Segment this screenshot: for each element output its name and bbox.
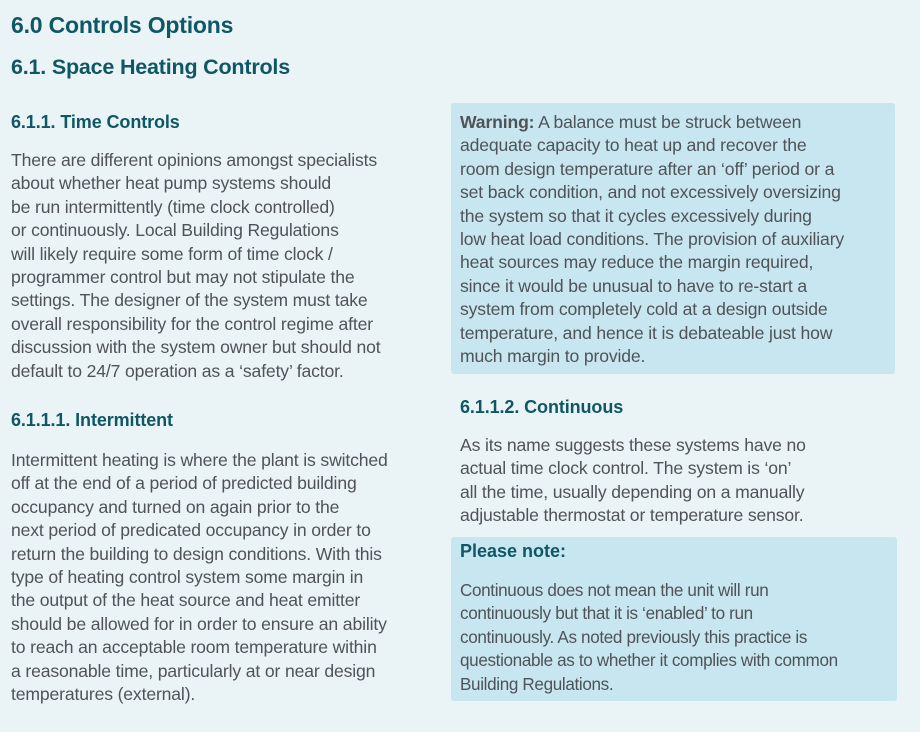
text-line: actual time clock control. The system is ‘on’ <box>460 458 792 479</box>
text-line: will likely require some form of time clock / <box>11 243 333 264</box>
text-line: the output of the heat source and heat emitter <box>11 590 361 611</box>
text-line: be run intermittently (time clock controlled) <box>11 196 335 217</box>
note-heading: Please note: <box>460 541 567 561</box>
text-line: next period of predicated occupancy in order to <box>11 520 371 541</box>
text-line: Continuous does not mean the unit will run <box>460 581 769 600</box>
text-line: A balance must be struck between <box>534 112 802 132</box>
text-line: questionable as to whether it complies with common <box>460 651 838 671</box>
text-line: adjustable thermostat or temperature sensor. <box>460 505 804 526</box>
note-paragraph <box>460 579 896 696</box>
text-line: should be allowed for in order to ensure an ability <box>11 613 387 634</box>
text-line: room design temperature after an ‘off’ period or a <box>460 158 835 179</box>
intermittent-heading: 6.1.1.1. Intermittent <box>11 410 173 430</box>
text-line: As its name suggests these systems have no <box>460 435 806 455</box>
text-line: about whether heat pump systems should <box>11 173 331 194</box>
text-line: There are different opinions amongst specialists <box>11 150 378 170</box>
text-line: continuously. As noted previously this practice is <box>460 627 808 647</box>
continuous-heading: 6.1.1.2. Continuous <box>460 397 624 417</box>
text-line: all the time, usually depending on a manually <box>460 481 805 502</box>
text-line: adequate capacity to heat up and recover the <box>460 135 807 156</box>
text-line: a reasonable time, particularly at or near design <box>11 660 376 681</box>
text-line: return the building to design conditions. With this <box>11 543 382 564</box>
text-line: low heat load conditions. The provision of auxiliary <box>460 229 845 250</box>
text-line: Intermittent heating is where the plant is switched <box>11 450 388 470</box>
text-line: programmer control but may not stipulate the <box>11 267 355 288</box>
text-line: or continuously. Local Building Regulations <box>11 220 339 241</box>
time-controls-paragraph <box>11 149 439 383</box>
text-line: settings. The designer of the system must take <box>11 290 368 311</box>
text-line: the system so that it cycles excessively during <box>460 205 812 226</box>
text-line: default to 24/7 operation as a ‘safety’ factor. <box>11 360 344 381</box>
text-line: heat sources may reduce the margin required, <box>460 252 814 273</box>
text-line: continuously but that it is ‘enabled’ to run <box>460 604 753 624</box>
time-controls-heading: 6.1.1. Time Controls <box>11 112 180 132</box>
section-heading: 6.0 Controls Options <box>11 12 234 38</box>
subsection-heading: 6.1. Space Heating Controls <box>11 55 290 79</box>
text-line: system from completely cold at a design outside <box>460 299 828 320</box>
text-line: off at the end of a period of predicted building <box>11 473 357 494</box>
text-line: overall responsibility for the control regime after <box>11 313 373 334</box>
intermittent-paragraph <box>11 449 439 706</box>
text-line: type of heating control system some margin in <box>11 567 364 588</box>
text-line: discussion with the system owner but should not <box>11 337 381 358</box>
text-line: much margin to provide. <box>460 346 646 367</box>
text-line: to reach an acceptable room temperature within <box>11 637 377 658</box>
text-line: occupancy and turned on again prior to the <box>11 496 340 517</box>
text-line: temperature, and hence it is debateable just how <box>460 322 833 343</box>
warning-paragraph <box>460 111 890 368</box>
warning-label: Warning: <box>460 112 535 132</box>
continuous-paragraph <box>460 434 896 528</box>
text-line: Building Regulations. <box>460 674 614 694</box>
text-line: since it would be unusual to have to re-start a <box>460 275 807 296</box>
text-line: set back condition, and not excessively oversizing <box>460 182 841 203</box>
text-line: temperatures (external). <box>11 684 196 705</box>
